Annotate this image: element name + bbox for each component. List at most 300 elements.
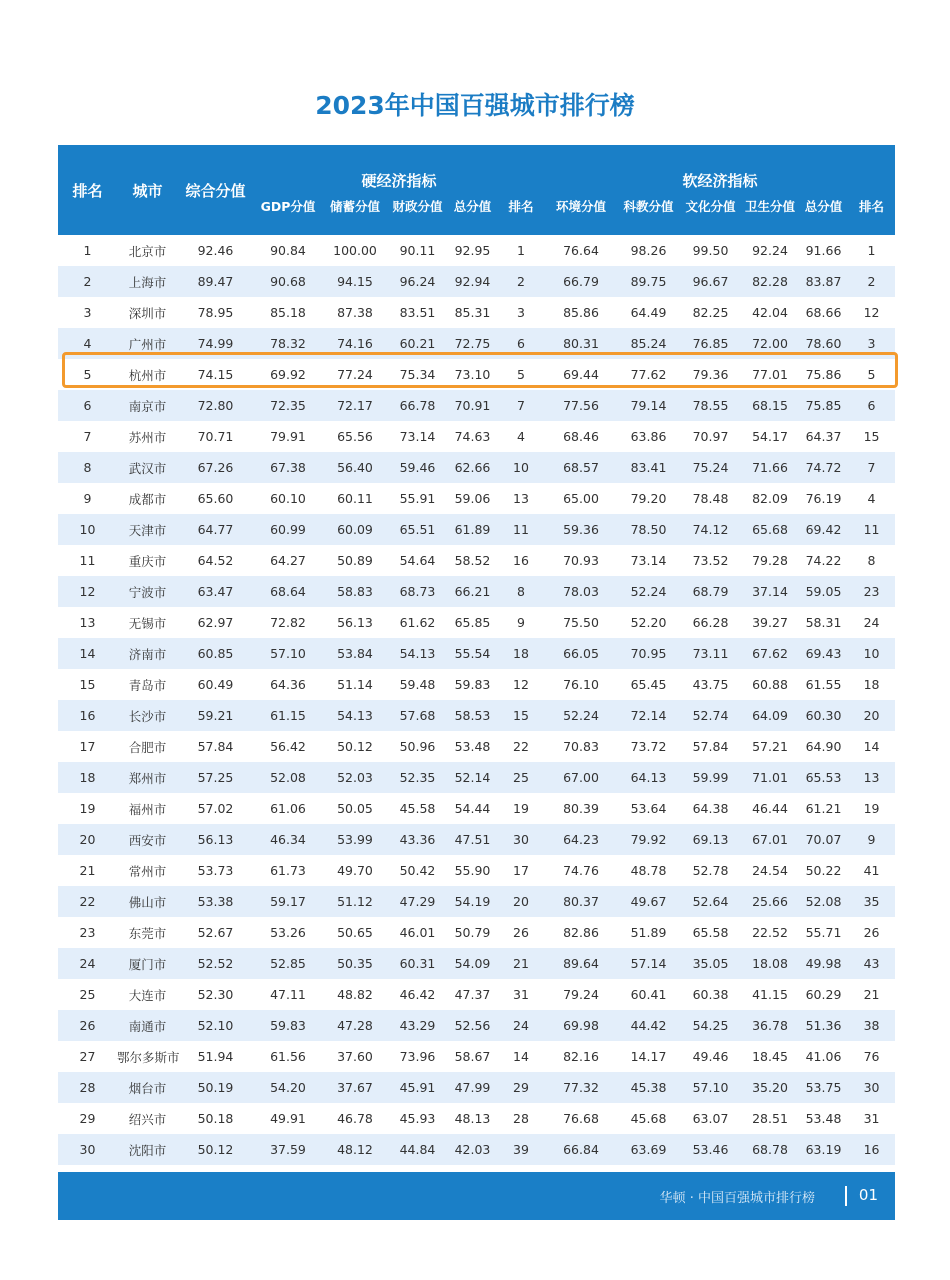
- cell-soft-total: 75.85: [799, 390, 848, 421]
- cell-soft-total: 61.21: [805, 801, 842, 816]
- cell-composite: 57.02: [197, 801, 234, 816]
- cell-hard-rank: 8: [497, 576, 545, 607]
- cell-soft-rank: 15: [863, 429, 880, 444]
- cell-composite: 53.38: [178, 886, 253, 917]
- cell-culture: 52.74: [680, 700, 741, 731]
- cell-rank: 30: [58, 1134, 117, 1165]
- cell-soft-rank: 24: [863, 615, 880, 630]
- cell-city: 深圳市: [128, 305, 167, 321]
- cell-education: 52.24: [617, 576, 680, 607]
- cell-city: 南通市: [117, 1010, 178, 1041]
- cell-gdp: 52.08: [253, 762, 323, 793]
- cell-savings: 37.60: [337, 1049, 373, 1064]
- cell-environment: 77.32: [545, 1072, 617, 1103]
- cell-hard-rank: 13: [513, 491, 529, 506]
- cell-savings: 47.28: [323, 1010, 387, 1041]
- cell-savings: 50.89: [337, 553, 373, 568]
- cell-hard-total: 48.13: [454, 1111, 491, 1126]
- cell-education: 57.14: [617, 948, 680, 979]
- cell-fiscal: 90.11: [399, 243, 436, 258]
- cell-hard-rank: 21: [497, 948, 545, 979]
- cell-fiscal: 96.24: [387, 266, 448, 297]
- cell-soft-rank: 16: [848, 1134, 895, 1165]
- cell-soft-total: 74.22: [805, 553, 842, 568]
- header-gdp: GDP分值: [253, 193, 323, 235]
- cell-city: 杭州市: [128, 367, 167, 383]
- cell-soft-rank: 18: [863, 677, 880, 692]
- cell-soft-rank: 20: [848, 700, 895, 731]
- cell-gdp: 57.10: [253, 638, 323, 669]
- cell-hard-total: 58.53: [448, 700, 497, 731]
- cell-gdp: 61.56: [270, 1049, 306, 1064]
- cell-environment: 89.64: [545, 948, 617, 979]
- cell-hard-rank: 3: [517, 305, 525, 320]
- cell-rank: 27: [79, 1049, 96, 1064]
- cell-rank: 7: [83, 429, 92, 444]
- cell-gdp: 90.68: [253, 266, 323, 297]
- cell-fiscal: 50.42: [399, 863, 436, 878]
- cell-rank: 17: [79, 739, 96, 754]
- cell-city: 上海市: [117, 266, 178, 297]
- cell-health: 28.51: [752, 1111, 788, 1126]
- cell-city: 福州市: [128, 801, 167, 817]
- cell-fiscal: 60.21: [387, 328, 448, 359]
- cell-composite: 89.47: [178, 266, 253, 297]
- cell-hard-rank: 11: [497, 514, 545, 545]
- cell-environment: 64.23: [545, 824, 617, 855]
- cell-soft-total: 68.66: [805, 305, 842, 320]
- cell-gdp: 59.17: [253, 886, 323, 917]
- cell-soft-total: 51.36: [799, 1010, 848, 1041]
- cell-composite: 52.30: [197, 987, 234, 1002]
- cell-soft-rank: 76: [863, 1049, 880, 1064]
- cell-health: 39.27: [752, 615, 788, 630]
- cell-environment: 52.24: [545, 700, 617, 731]
- cell-culture: 64.38: [692, 801, 729, 816]
- cell-composite: 78.95: [197, 305, 234, 320]
- cell-rank: 1: [83, 243, 92, 258]
- cell-city: 西安市: [117, 824, 178, 855]
- cell-health: 57.21: [752, 739, 788, 754]
- header-hard-total: 总分值: [448, 193, 497, 235]
- cell-fiscal: 68.73: [387, 576, 448, 607]
- table-row: [58, 1072, 895, 1103]
- table-row: [58, 669, 895, 700]
- cell-composite: 56.13: [178, 824, 253, 855]
- cell-composite: 50.18: [197, 1111, 234, 1126]
- cell-environment: 76.10: [563, 677, 599, 692]
- cell-soft-rank: 43: [848, 948, 895, 979]
- cell-health: 92.24: [752, 243, 788, 258]
- cell-savings: 58.83: [323, 576, 387, 607]
- cell-savings: 50.12: [337, 739, 373, 754]
- cell-gdp: 64.27: [270, 553, 306, 568]
- cell-gdp: 60.99: [253, 514, 323, 545]
- cell-rank: 12: [58, 576, 117, 607]
- cell-hard-total: 74.63: [454, 429, 491, 444]
- cell-rank: 8: [58, 452, 117, 483]
- cell-gdp: 67.38: [253, 452, 323, 483]
- cell-hard-total: 47.99: [448, 1072, 497, 1103]
- cell-composite: 60.85: [178, 638, 253, 669]
- cell-city: 广州市: [117, 328, 178, 359]
- cell-hard-total: 55.54: [448, 638, 497, 669]
- cell-education: 78.50: [617, 514, 680, 545]
- table-row: [58, 576, 895, 607]
- cell-city: 长沙市: [117, 700, 178, 731]
- cell-composite: 72.80: [178, 390, 253, 421]
- cell-city: 沈阳市: [117, 1134, 178, 1165]
- header-fiscal: 财政分值: [387, 193, 448, 235]
- cell-fiscal: 75.34: [399, 367, 436, 382]
- cell-city: 佛山市: [117, 886, 178, 917]
- cell-education: 44.42: [617, 1010, 680, 1041]
- cell-fiscal: 47.29: [387, 886, 448, 917]
- cell-rank: 19: [79, 801, 96, 816]
- cell-hard-rank: 29: [497, 1072, 545, 1103]
- cell-environment: 67.00: [545, 762, 617, 793]
- cell-soft-rank: 14: [863, 739, 880, 754]
- cell-savings: 65.56: [337, 429, 373, 444]
- cell-soft-total: 49.98: [799, 948, 848, 979]
- cell-culture: 96.67: [680, 266, 741, 297]
- cell-gdp: 59.83: [253, 1010, 323, 1041]
- cell-rank: 11: [79, 553, 96, 568]
- cell-savings: 87.38: [337, 305, 373, 320]
- cell-culture: 99.50: [692, 243, 729, 258]
- cell-environment: 69.98: [545, 1010, 617, 1041]
- cell-environment: 66.05: [545, 638, 617, 669]
- cell-culture: 78.48: [692, 491, 729, 506]
- cell-soft-total: 61.55: [805, 677, 842, 692]
- cell-savings: 52.03: [323, 762, 387, 793]
- cell-gdp: 56.42: [270, 739, 306, 754]
- cell-environment: 69.44: [563, 367, 599, 382]
- cell-composite: 51.94: [197, 1049, 234, 1064]
- cell-rank: 2: [58, 266, 117, 297]
- cell-hard-total: 66.21: [448, 576, 497, 607]
- cell-composite: 52.10: [178, 1010, 253, 1041]
- cell-savings: 50.05: [337, 801, 373, 816]
- cell-education: 63.86: [630, 429, 667, 444]
- cell-hard-rank: 28: [513, 1111, 529, 1126]
- cell-savings: 48.12: [323, 1134, 387, 1165]
- cell-composite: 74.99: [178, 328, 253, 359]
- ranking-table: [58, 145, 895, 1165]
- cell-gdp: 79.91: [270, 429, 306, 444]
- cell-culture: 75.24: [680, 452, 741, 483]
- cell-hard-rank: 22: [513, 739, 529, 754]
- cell-rank: 9: [83, 491, 92, 506]
- table-row: [58, 638, 895, 669]
- cell-hard-rank: 7: [497, 390, 545, 421]
- cell-fiscal: 46.42: [399, 987, 436, 1002]
- cell-culture: 54.25: [680, 1010, 741, 1041]
- cell-city: 北京市: [128, 243, 167, 259]
- cell-hard-rank: 17: [513, 863, 529, 878]
- cell-fiscal: 57.68: [387, 700, 448, 731]
- cell-composite: 62.97: [197, 615, 234, 630]
- table-row: [58, 390, 895, 421]
- cell-soft-total: 55.71: [805, 925, 842, 940]
- cell-city: 天津市: [117, 514, 178, 545]
- cell-culture: 66.28: [692, 615, 729, 630]
- cell-gdp: 61.73: [270, 863, 306, 878]
- cell-city: 绍兴市: [128, 1111, 167, 1127]
- cell-composite: 50.19: [178, 1072, 253, 1103]
- cell-hard-rank: 18: [497, 638, 545, 669]
- cell-health: 60.88: [752, 677, 788, 692]
- header-hard-rank: 排名: [497, 193, 545, 235]
- cell-fiscal: 61.62: [399, 615, 436, 630]
- cell-culture: 78.55: [680, 390, 741, 421]
- cell-environment: 80.39: [563, 801, 599, 816]
- cell-savings: 60.09: [323, 514, 387, 545]
- table-row: [58, 328, 895, 359]
- cell-hard-rank: 16: [513, 553, 529, 568]
- table-row: [58, 514, 895, 545]
- cell-culture: 60.38: [692, 987, 729, 1002]
- header-hard-group: 硬经济指标: [253, 145, 545, 193]
- cell-environment: 85.86: [563, 305, 599, 320]
- cell-hard-total: 62.66: [448, 452, 497, 483]
- cell-composite: 65.60: [197, 491, 234, 506]
- cell-environment: 70.93: [563, 553, 599, 568]
- cell-rank: 13: [79, 615, 96, 630]
- cell-gdp: 52.85: [253, 948, 323, 979]
- cell-savings: 72.17: [323, 390, 387, 421]
- cell-environment: 80.37: [545, 886, 617, 917]
- cell-soft-rank: 5: [867, 367, 876, 382]
- cell-city: 郑州市: [117, 762, 178, 793]
- cell-gdp: 37.59: [253, 1134, 323, 1165]
- cell-environment: 65.00: [563, 491, 599, 506]
- cell-rank: 4: [58, 328, 117, 359]
- cell-hard-rank: 15: [497, 700, 545, 731]
- cell-composite: 52.67: [197, 925, 234, 940]
- cell-hard-rank: 1: [517, 243, 525, 258]
- cell-environment: 76.64: [563, 243, 599, 258]
- page-title: 2023年中国百强城市排行榜: [315, 91, 635, 120]
- table-row: [58, 607, 895, 638]
- cell-fiscal: 59.46: [387, 452, 448, 483]
- cell-savings: 50.65: [337, 925, 373, 940]
- cell-hard-total: 47.37: [454, 987, 491, 1002]
- cell-culture: 76.85: [680, 328, 741, 359]
- cell-health: 54.17: [752, 429, 788, 444]
- cell-rank: 28: [58, 1072, 117, 1103]
- cell-education: 52.20: [630, 615, 667, 630]
- cell-hard-rank: 6: [497, 328, 545, 359]
- cell-health: 68.15: [741, 390, 799, 421]
- cell-education: 51.89: [630, 925, 667, 940]
- cell-composite: 92.46: [197, 243, 234, 258]
- cell-city: 济南市: [117, 638, 178, 669]
- cell-environment: 82.16: [563, 1049, 599, 1064]
- cell-soft-rank: 35: [848, 886, 895, 917]
- cell-fiscal: 44.84: [387, 1134, 448, 1165]
- cell-savings: 60.11: [337, 491, 373, 506]
- cell-gdp: 72.82: [270, 615, 306, 630]
- cell-rank: 16: [58, 700, 117, 731]
- cell-culture: 57.10: [680, 1072, 741, 1103]
- cell-culture: 73.52: [692, 553, 729, 568]
- cell-hard-total: 92.95: [454, 243, 491, 258]
- table-row: [58, 483, 895, 514]
- table-row: [58, 266, 895, 297]
- cell-rank: 18: [58, 762, 117, 793]
- cell-soft-rank: 13: [848, 762, 895, 793]
- cell-fiscal: 43.36: [387, 824, 448, 855]
- cell-hard-total: 54.44: [454, 801, 491, 816]
- cell-soft-rank: 6: [848, 390, 895, 421]
- cell-composite: 64.77: [178, 514, 253, 545]
- cell-soft-rank: 3: [848, 328, 895, 359]
- cell-savings: 53.84: [323, 638, 387, 669]
- cell-fiscal: 60.31: [387, 948, 448, 979]
- header-city: 城市: [117, 145, 178, 235]
- cell-education: 73.72: [630, 739, 667, 754]
- cell-health: 82.28: [741, 266, 799, 297]
- table-row: [58, 1134, 895, 1165]
- cell-health: 79.28: [752, 553, 788, 568]
- cell-gdp: 61.06: [270, 801, 306, 816]
- cell-hard-total: 52.56: [448, 1010, 497, 1041]
- cell-fiscal: 54.13: [387, 638, 448, 669]
- cell-hard-total: 47.51: [448, 824, 497, 855]
- cell-soft-total: 50.22: [805, 863, 842, 878]
- table-row: [58, 1041, 895, 1072]
- cell-composite: 70.71: [197, 429, 234, 444]
- cell-culture: 52.78: [692, 863, 729, 878]
- cell-education: 60.41: [630, 987, 667, 1002]
- cell-city: 重庆市: [128, 553, 167, 569]
- cell-hard-total: 59.83: [454, 677, 491, 692]
- cell-hard-rank: 2: [497, 266, 545, 297]
- cell-soft-rank: 30: [848, 1072, 895, 1103]
- header-culture: 文化分值: [680, 193, 741, 235]
- cell-education: 73.14: [630, 553, 667, 568]
- cell-soft-total: 64.90: [805, 739, 842, 754]
- cell-education: 83.41: [617, 452, 680, 483]
- cell-hard-total: 65.85: [454, 615, 491, 630]
- cell-savings: 77.24: [337, 367, 373, 382]
- cell-composite: 53.73: [197, 863, 234, 878]
- cell-fiscal: 73.14: [399, 429, 436, 444]
- cell-health: 24.54: [752, 863, 788, 878]
- header-soft-total: 总分值: [799, 193, 848, 235]
- cell-composite: 52.52: [178, 948, 253, 979]
- cell-savings: 53.99: [323, 824, 387, 855]
- cell-fiscal: 45.91: [387, 1072, 448, 1103]
- cell-hard-rank: 30: [497, 824, 545, 855]
- cell-education: 64.49: [630, 305, 667, 320]
- cell-health: 72.00: [741, 328, 799, 359]
- cell-education: 89.75: [617, 266, 680, 297]
- cell-city: 青岛市: [128, 677, 167, 693]
- cell-gdp: 64.36: [270, 677, 306, 692]
- cell-culture: 65.58: [692, 925, 729, 940]
- cell-hard-rank: 26: [513, 925, 529, 940]
- cell-composite: 59.21: [178, 700, 253, 731]
- cell-hard-total: 72.75: [448, 328, 497, 359]
- cell-fiscal: 45.93: [399, 1111, 436, 1126]
- table-row: [58, 793, 895, 824]
- cell-hard-total: 58.67: [454, 1049, 491, 1064]
- table-row: [58, 824, 895, 855]
- cell-health: 82.09: [752, 491, 788, 506]
- cell-soft-rank: 31: [863, 1111, 880, 1126]
- cell-hard-total: 53.48: [454, 739, 491, 754]
- cell-health: 46.44: [752, 801, 788, 816]
- cell-hard-total: 59.06: [454, 491, 491, 506]
- cell-city: 常州市: [128, 863, 167, 879]
- cell-environment: 75.50: [563, 615, 599, 630]
- cell-fiscal: 65.51: [387, 514, 448, 545]
- cell-education: 79.14: [617, 390, 680, 421]
- cell-environment: 80.31: [545, 328, 617, 359]
- cell-soft-rank: 19: [863, 801, 880, 816]
- cell-fiscal: 73.96: [399, 1049, 436, 1064]
- cell-savings: 56.13: [337, 615, 373, 630]
- cell-rank: 15: [79, 677, 96, 692]
- cell-health: 22.52: [752, 925, 788, 940]
- cell-hard-rank: 12: [513, 677, 529, 692]
- cell-city: 苏州市: [128, 429, 167, 445]
- cell-soft-rank: 1: [867, 243, 876, 258]
- cell-culture: 74.12: [680, 514, 741, 545]
- cell-hard-rank: 25: [497, 762, 545, 793]
- table-row: [58, 359, 895, 390]
- cell-composite: 57.84: [197, 739, 234, 754]
- cell-environment: 59.36: [545, 514, 617, 545]
- cell-soft-total: 74.72: [799, 452, 848, 483]
- cell-hard-total: 42.03: [448, 1134, 497, 1165]
- cell-soft-rank: 10: [848, 638, 895, 669]
- cell-culture: 49.46: [692, 1049, 729, 1064]
- footer-divider: [845, 1186, 847, 1206]
- cell-savings: 100.00: [333, 243, 377, 258]
- cell-rank: 21: [79, 863, 96, 878]
- cell-composite: 74.15: [197, 367, 234, 382]
- cell-composite: 63.47: [178, 576, 253, 607]
- table-row: [58, 762, 895, 793]
- cell-soft-rank: 21: [863, 987, 880, 1002]
- cell-savings: 51.12: [323, 886, 387, 917]
- cell-culture: 43.75: [692, 677, 729, 692]
- cell-rank: 10: [58, 514, 117, 545]
- cell-education: 77.62: [630, 367, 667, 382]
- cell-savings: 49.70: [337, 863, 373, 878]
- cell-soft-rank: 23: [848, 576, 895, 607]
- cell-education: 48.78: [630, 863, 667, 878]
- cell-rank: 24: [58, 948, 117, 979]
- cell-culture: 52.64: [680, 886, 741, 917]
- cell-health: 71.01: [741, 762, 799, 793]
- table-row: [58, 421, 895, 452]
- cell-gdp: 60.10: [270, 491, 306, 506]
- cell-hard-total: 54.19: [448, 886, 497, 917]
- cell-culture: 79.36: [692, 367, 729, 382]
- cell-education: 49.67: [617, 886, 680, 917]
- cell-soft-total: 65.53: [799, 762, 848, 793]
- cell-hard-total: 58.52: [454, 553, 491, 568]
- cell-soft-total: 41.06: [805, 1049, 842, 1064]
- cell-health: 67.62: [741, 638, 799, 669]
- cell-city: 武汉市: [117, 452, 178, 483]
- cell-soft-total: 75.86: [805, 367, 842, 382]
- cell-education: 72.14: [617, 700, 680, 731]
